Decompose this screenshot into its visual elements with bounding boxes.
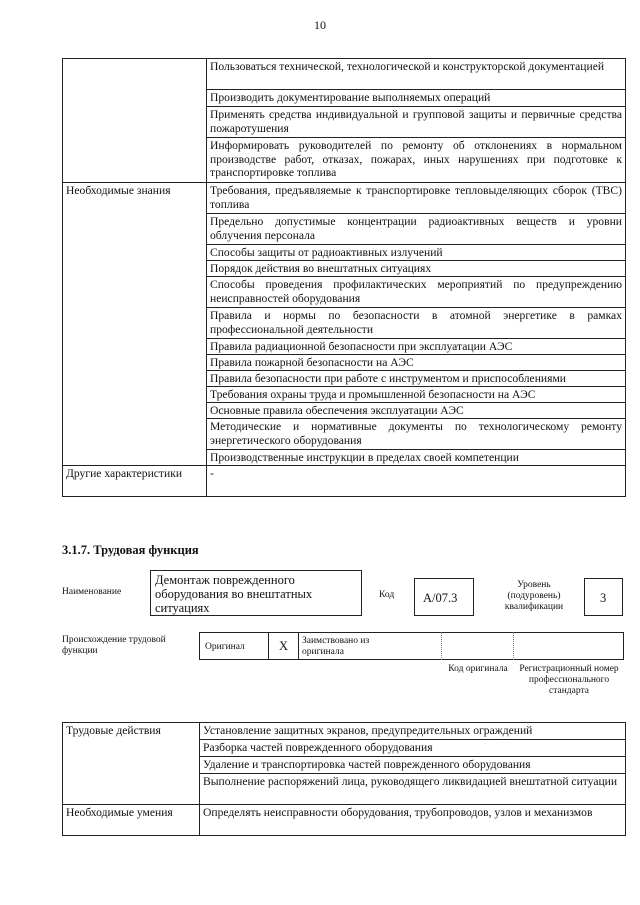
knowledge-row: Требования, предъявляемые к транспортировке тепловыделяющих сборок (ТВС) топлива — [207, 183, 626, 214]
knowledge-row: Основные правила обеспечения эксплуатации АЭС — [207, 403, 626, 419]
skill-row: Производить документирование выполняемых операций — [207, 90, 626, 107]
level-value — [584, 578, 623, 616]
other-value: - — [207, 466, 626, 497]
skill-row: Пользоваться технической, технологической и конструкторской документацией — [207, 59, 626, 90]
knowledge-row: Правила безопасности при работе с инструментом и приспособлениями — [207, 371, 626, 387]
skill-row: Информировать руководителей по ремонту об отклонениях в нормальном производстве работ, отказах, пожарах, иных нарушениях при подготовке к транспортировке топлива — [207, 138, 626, 183]
original-mark: X — [279, 639, 289, 653]
page-number: 10 — [314, 18, 326, 32]
knowledge-row: Способы защиты от радиоактивных излучений — [207, 245, 626, 261]
empty-label-cell — [63, 59, 207, 183]
knowledge-label: Необходимые знания — [63, 183, 207, 466]
knowledge-row: Способы проведения профилактических мероприятий по предупреждению неисправностей оборудования — [207, 277, 626, 308]
knowledge-row: Предельно допустимые концентрации радиоактивных веществ и уровни облучения персонала — [207, 214, 626, 245]
knowledge-row: Методические и нормативные документы по технологическому ремонту энергетического оборудования — [207, 419, 626, 450]
function-code — [414, 578, 474, 616]
original-label: Оригинал — [205, 642, 245, 652]
function-name-value: Демонтаж поврежденного оборудования во внештатных ситуациях — [155, 573, 313, 615]
knowledge-row: Правила и нормы по безопасности в атомной энергетике в рамках профессиональной деятельности — [207, 308, 626, 339]
knowledge-row: Правила пожарной безопасности на АЭС — [207, 355, 626, 371]
borrowed-label: Заимствовано из оригинала — [302, 636, 370, 657]
code-original-label: Код оригинала — [448, 664, 508, 674]
level-value-text: 3 — [600, 591, 607, 605]
knowledge-row: Требования охраны труда и промышленной безопасности на АЭС — [207, 387, 626, 403]
code-label: Код — [379, 590, 395, 600]
level-label: Уровень (подуровень) квалификации — [504, 580, 564, 612]
origin-label: Происхождение трудовой функции — [62, 635, 166, 656]
skill-row: Определять неисправности оборудования, трубопроводов, узлов и механизмов — [200, 805, 626, 836]
action-row: Разборка частей поврежденного оборудования — [200, 740, 626, 757]
competency-table-continued — [62, 58, 626, 497]
function-code-value: А/07.3 — [423, 591, 458, 605]
actions-label: Трудовые действия — [63, 723, 200, 805]
section-title: 3.1.7. Трудовая функция — [62, 543, 199, 557]
other-label: Другие характеристики — [63, 466, 207, 497]
knowledge-row: Производственные инструкции в пределах своей компетенции — [207, 450, 626, 466]
name-label: Наименование — [62, 587, 122, 597]
reg-number-label: Регистрационный номер профессионального стандарта — [519, 664, 619, 696]
skills-label: Необходимые умения — [63, 805, 200, 836]
action-row: Выполнение распоряжений лица, руководящего ликвидацией внештатной ситуации — [200, 774, 626, 805]
function-name — [150, 570, 362, 616]
action-row: Удаление и транспортировка частей поврежденного оборудования — [200, 757, 626, 774]
skill-row: Применять средства индивидуальной и групповой защиты и первичные средства пожаротушения — [207, 107, 626, 138]
action-row: Установление защитных экранов, предупредительных ограждений — [200, 723, 626, 740]
knowledge-row: Правила радиационной безопасности при эксплуатации АЭС — [207, 339, 626, 355]
function-details-table — [62, 722, 626, 836]
knowledge-row: Порядок действия во внештатных ситуациях — [207, 261, 626, 277]
